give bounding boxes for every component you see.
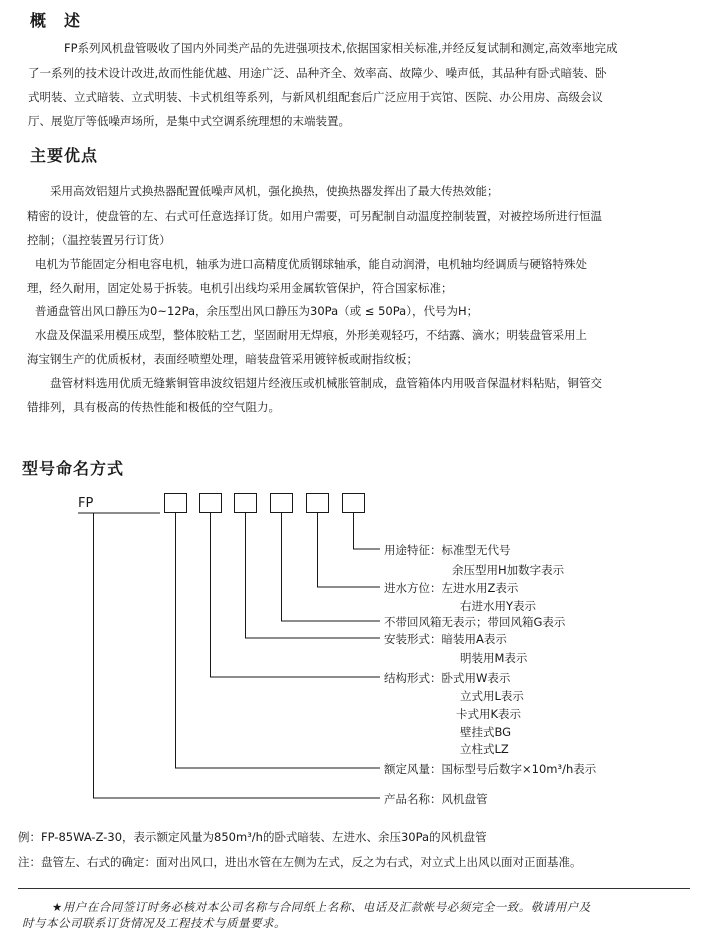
label-structure-3: 卡式用K表示 <box>456 707 522 721</box>
model-prefix: FP <box>78 496 94 511</box>
leader-return <box>282 513 381 621</box>
advantages-title: 主要优点 <box>30 146 99 165</box>
label-structure-5: 立柱式LZ <box>460 742 509 756</box>
naming-title: 型号命名方式 <box>22 459 125 478</box>
advantage-line-6: 普通盘管出风口静压为0~12Pa，余压型出风口静压为30Pa（或 ≤ 50Pa），代号为H； <box>35 304 479 318</box>
leader-airflow <box>176 513 381 768</box>
label-water-2: 右进水用Y表示 <box>460 599 537 613</box>
label-install-1: 安装形式：暗装用A表示 <box>384 632 507 646</box>
label-structure-1: 结构形式：卧式用W表示 <box>384 671 511 685</box>
leader-product <box>94 513 381 798</box>
leader-water <box>318 513 381 587</box>
label-return: 不带回风箱无表示；带回风箱G表示 <box>384 615 566 629</box>
advantage-line-7: 水盘及保温采用模压成型，整体胶粘工艺，坚固耐用无焊痕，外形美观轻巧，不结露、滴水；明装盘管采用上 <box>35 328 587 342</box>
code-box-5 <box>307 494 329 513</box>
overview-title: 概 述 <box>30 11 82 30</box>
leader-structure <box>211 513 381 677</box>
advantage-line-2: 精密的设计，使盘管的左、右式可任意选择订货。如用户需要，可另配制自动温度控制装置，对被控场所进行恒温 <box>27 209 602 223</box>
advantage-line-8: 海宝钢生产的优质板材，表面经喷塑处理，暗装盘管采用镀锌板或耐指纹板； <box>27 352 418 366</box>
overview-line-1: FP系列风机盘管吸收了国内外同类产品的先进强项技术,依据国家相关标准,并经反复试制和测定,高效率地完成 <box>64 41 618 55</box>
code-box-4 <box>271 494 293 513</box>
advantage-line-9: 盘管材料选用优质无缝紫铜管串波纹铝翅片经液压或机械胀管制成，盘管箱体内用吸音保温材料粘贴，铜管交 <box>50 376 602 390</box>
footer-line-2: 时与本公司联系订货情况及工程技术与质量要求。 <box>22 916 286 930</box>
label-airflow: 额定风量：国标型号后数字×10m³/h表示 <box>384 762 597 776</box>
overview-line-4: 厅、展览厅等低噪声场所，是集中式空调系统理想的末端装置。 <box>28 114 350 128</box>
advantage-line-1: 采用高效铝翅片式换热器配置低噪声风机，强化换热，使换热器发挥出了最大传热效能； <box>50 184 499 198</box>
label-water-1: 进水方位：左进水用Z表示 <box>384 581 519 595</box>
label-install-2: 明装用M表示 <box>460 651 528 665</box>
label-usage-2: 余压型用H加数字表示 <box>452 563 565 577</box>
advantage-line-3: 控制；（温控装置另行订货） <box>27 233 171 247</box>
overview-line-2: 了一系列的技术设计改进,故而性能优越、用途广泛、品种齐全、效率高、故障少、噪声低，其品种有卧式暗装、卧 <box>28 66 607 80</box>
advantage-line-5: 理，经久耐用，固定处易于拆装。电机引出线均采用金属软管保护，符合国家标准； <box>27 281 453 295</box>
leader-install <box>246 513 381 638</box>
label-structure-2: 立式用L表示 <box>460 689 524 703</box>
label-structure-4: 壁挂式BG <box>460 725 512 739</box>
direction-note: 注：盘管左、右式的确定：面对出风口，进出水管在左侧为左式，反之为右式，对立式上出风以面对正面基准。 <box>18 855 582 869</box>
code-box-1 <box>165 494 187 513</box>
label-usage-1: 用途特征：标准型无代号 <box>384 543 511 557</box>
label-product: 产品名称：风机盘管 <box>384 792 488 806</box>
advantage-line-10: 错排列，具有极高的传热性能和极低的空气阻力。 <box>27 400 280 414</box>
code-box-2 <box>200 494 222 513</box>
example-note: 例：FP-85WA-Z-30，表示额定风量为850m³/h的卧式暗装、左进水、余压30Pa的风机盘管 <box>18 830 487 844</box>
code-box-3 <box>235 494 257 513</box>
advantage-line-4: 电机为节能固定分相电容电机，轴承为进口高精度优质钢球轴承，能自动润滑，电机轴均经调质与硬铬特殊处 <box>35 257 587 271</box>
footer-line-1: ★用户在合同签订时务必核对本公司名称与合同纸上名称、电话及汇款帐号必须完全一致。敬请用户及 <box>52 900 591 914</box>
leader-usage <box>354 513 381 549</box>
code-box-6 <box>343 494 365 513</box>
overview-line-3: 式明装、立式暗装、立式明装、卡式机组等系列，与新风机组配套后广泛应用于宾馆、医院、办公用房、高级会议 <box>28 90 603 104</box>
footer-divider <box>18 888 690 889</box>
